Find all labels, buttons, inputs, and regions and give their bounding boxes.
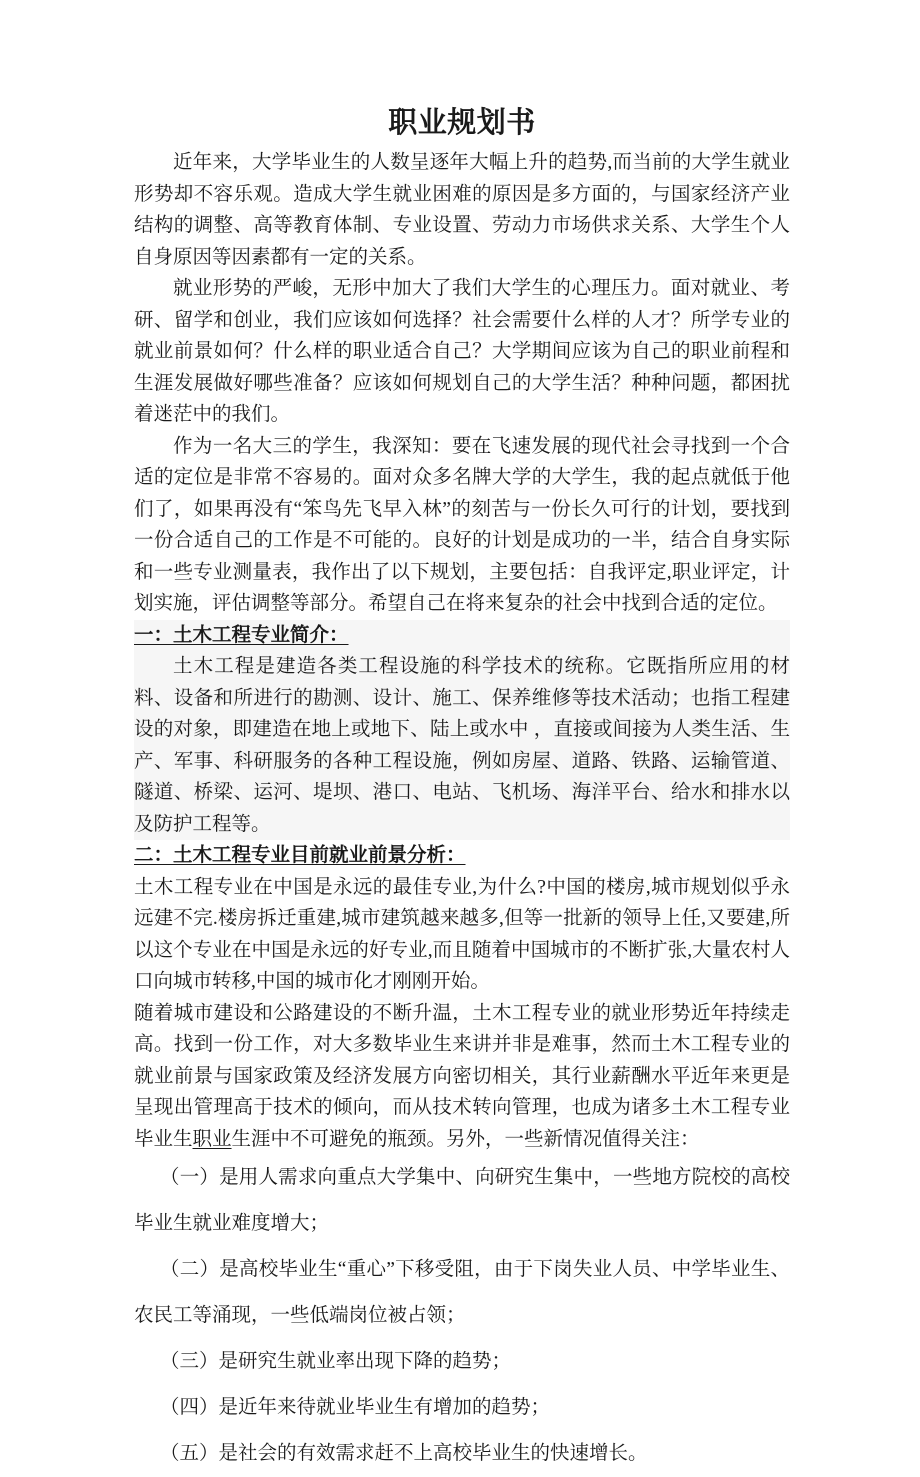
list-item: （五）是社会的有效需求赶不上高校毕业生的快速增长。 [160, 1443, 648, 1465]
intro-paragraph-3: 作为一名大三的学生，我深知：要在飞速发展的现代社会寻找到一个合适的定位是非常不容易的。面对众多名牌大学的大学生，我的起点就低于他们了，如果再没有“笨鸟先飞早入林”的刻苦与一份长久可行的计划，要找到一份合适自己的工作是不可能的。良好的计划是成功的一半，结合自身实际和一些专业测量表，我作出了以下规划，主要包括：自我评定,职业评定，计划实施，评估调整等部分。希望自己在将来复杂的社会中找到合适的定位。 [134, 435, 790, 615]
document-content [134, 0, 790, 1477]
section-two-paragraph-2-part1: 随着城市建设和公路建设的不断升温，土木工程专业的就业形势近年持续走高。找到一份工作，对大多数毕业生来讲并非是难事，然而土木工程专业的就业前景与国家政策及经济发展方向密切相关，其行业薪酬水平近年来更是呈现出管理高于技术的倾向，而从技术转向管理，也成为诸多土木工程专业毕业生 [134, 1002, 790, 1150]
section-two-paragraph-1: 土木工程专业在中国是永远的最佳专业,为什么?中国的楼房,城市规划似乎永远建不完.楼房拆迁重建,城市建筑越来越多,但等一批新的领导上任,又要建,所以这个专业在中国是永远的好专业,而且随着中国城市的不断扩张,大量农村人口向城市转移,中国的城市化才刚刚开始。 [134, 876, 790, 993]
intro-paragraph-1: 近年来，大学毕业生的人数呈逐年大幅上升的趋势,而当前的大学生就业形势却不容乐观。造成大学生就业困难的原因是多方面的，与国家经济产业结构的调整、高等教育体制、专业设置、劳动力市场供求关系、大学生个人自身原因等因素都有一定的关系。 [134, 152, 790, 268]
list-item: （二）是高校毕业生“重心”下移受阻，由于下岗失业人员、中学毕业生、农民工等涌现，一些低端岗位被占领； [134, 1259, 790, 1327]
intro-paragraph-2: 就业形势的严峻，无形中加大了我们大学生的心理压力。面对就业、考研、留学和创业，我们应该如何选择？社会需要什么样的人才？所学专业的就业前景如何？什么样的职业适合自己？大学期间应该为自己的职业前程和生涯发展做好哪些准备？应该如何规划自己的大学生活？种种问题，都困扰着迷茫中的我们。 [134, 278, 790, 426]
page-title: 职业规划书 [388, 107, 536, 139]
section-one-heading-text: 一：土木工程专业简介： [134, 624, 349, 646]
section-one-heading [134, 620, 790, 652]
list-item: （一）是用人需求向重点大学集中、向研究生集中，一些地方院校的高校毕业生就业难度增大； [134, 1167, 790, 1235]
section-two-paragraph-2-underlined-term: 职业 [192, 1128, 232, 1150]
section-two-paragraph-2 [134, 998, 790, 1156]
section-two-heading [134, 840, 790, 872]
list-item: （四）是近年来待就业毕业生有增加的趋势； [160, 1397, 551, 1419]
section-one-highlight-block [134, 620, 790, 841]
section-one-paragraph: 土木工程是建造各类工程设施的科学技术的统称。它既指所应用的材料、设备和所进行的勘测、设计、施工、保养维修等技术活动；也指工程建设的对象，即建造在地上或地下、陆上或水中 ，直接或间接为人类生活、生产、军事、科研服务的各种工程设施，例如房屋、道路、铁路、运输管道、隧道、桥梁、运河、堤坝、港口、电站、飞机场、海洋平台、给水和排水以及防护工程等。 [134, 656, 790, 835]
list-item: （三）是研究生就业率出现下降的趋势； [160, 1351, 512, 1373]
section-two-heading-text: 二：土木工程专业目前就业前景分析： [134, 845, 466, 867]
section-two-paragraph-2-part2: 生涯中不可避免的瓶颈。另外，一些新情况值得关注： [231, 1128, 700, 1150]
